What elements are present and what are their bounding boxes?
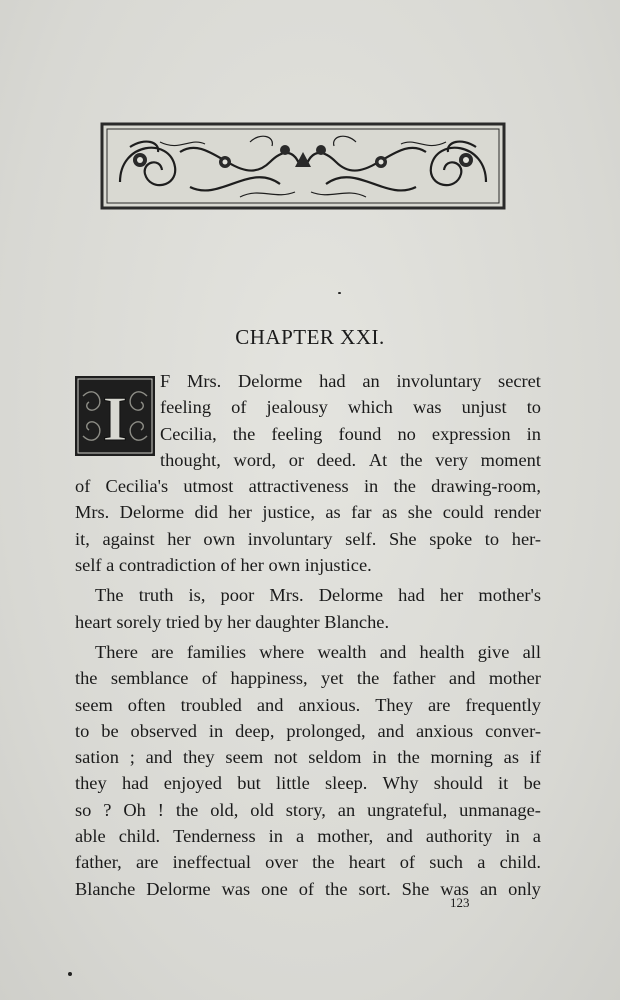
text-line: The truth is, poor Mrs. Delorme had her mother's	[95, 585, 541, 606]
text-line: Cecilia, the feeling found no expression in	[160, 423, 541, 444]
text-line: the semblance of happiness, yet the father and mother	[75, 668, 541, 689]
text-line: so ? Oh ! the old, old story, an ungrateful, unmanage-	[75, 799, 541, 820]
dropcap-letter: I	[102, 383, 128, 454]
text-line: father, are ineffectual over the heart of such a child.	[75, 852, 541, 873]
text-line: F Mrs. Delorme had an involuntary secret	[160, 371, 541, 391]
text-line: seem often troubled and anxious. They are frequently	[75, 694, 541, 715]
text-line: to be observed in deep, prolonged, and anxious conver-	[75, 720, 541, 741]
chapter-body-text	[75, 368, 541, 902]
text-line: it, against her own involuntary self. She spoke to her-	[75, 528, 541, 549]
ink-speck	[338, 292, 341, 294]
decorative-headpiece-ornament	[100, 122, 506, 210]
ink-speck	[68, 972, 72, 976]
text-line: able child. Tenderness in a mother, and authority in a	[75, 826, 541, 847]
text-line: self a contradiction of her own injustice.	[75, 555, 372, 576]
text-line: thought, word, or deed. At the very moment	[160, 449, 541, 470]
text-line: of Cecilia's utmost attractiveness in the drawing-room,	[75, 476, 541, 497]
text-line: they had enjoyed but little sleep. Why should it be	[75, 773, 541, 794]
text-line: There are families where wealth and health give all	[95, 641, 541, 662]
text-line: feeling of jealousy which was unjust to	[160, 397, 541, 418]
text-line: sation ; and they seem not seldom in the morning as if	[75, 747, 541, 768]
text-line: Blanche Delorme was one of the sort. She was an only	[75, 878, 541, 899]
text-line: heart sorely tried by her daughter Blanche.	[75, 611, 390, 632]
text-line: Mrs. Delorme did her justice, as far as she could render	[75, 502, 541, 523]
page-number: 123	[450, 895, 470, 910]
chapter-title: CHAPTER XXI.	[235, 325, 385, 349]
